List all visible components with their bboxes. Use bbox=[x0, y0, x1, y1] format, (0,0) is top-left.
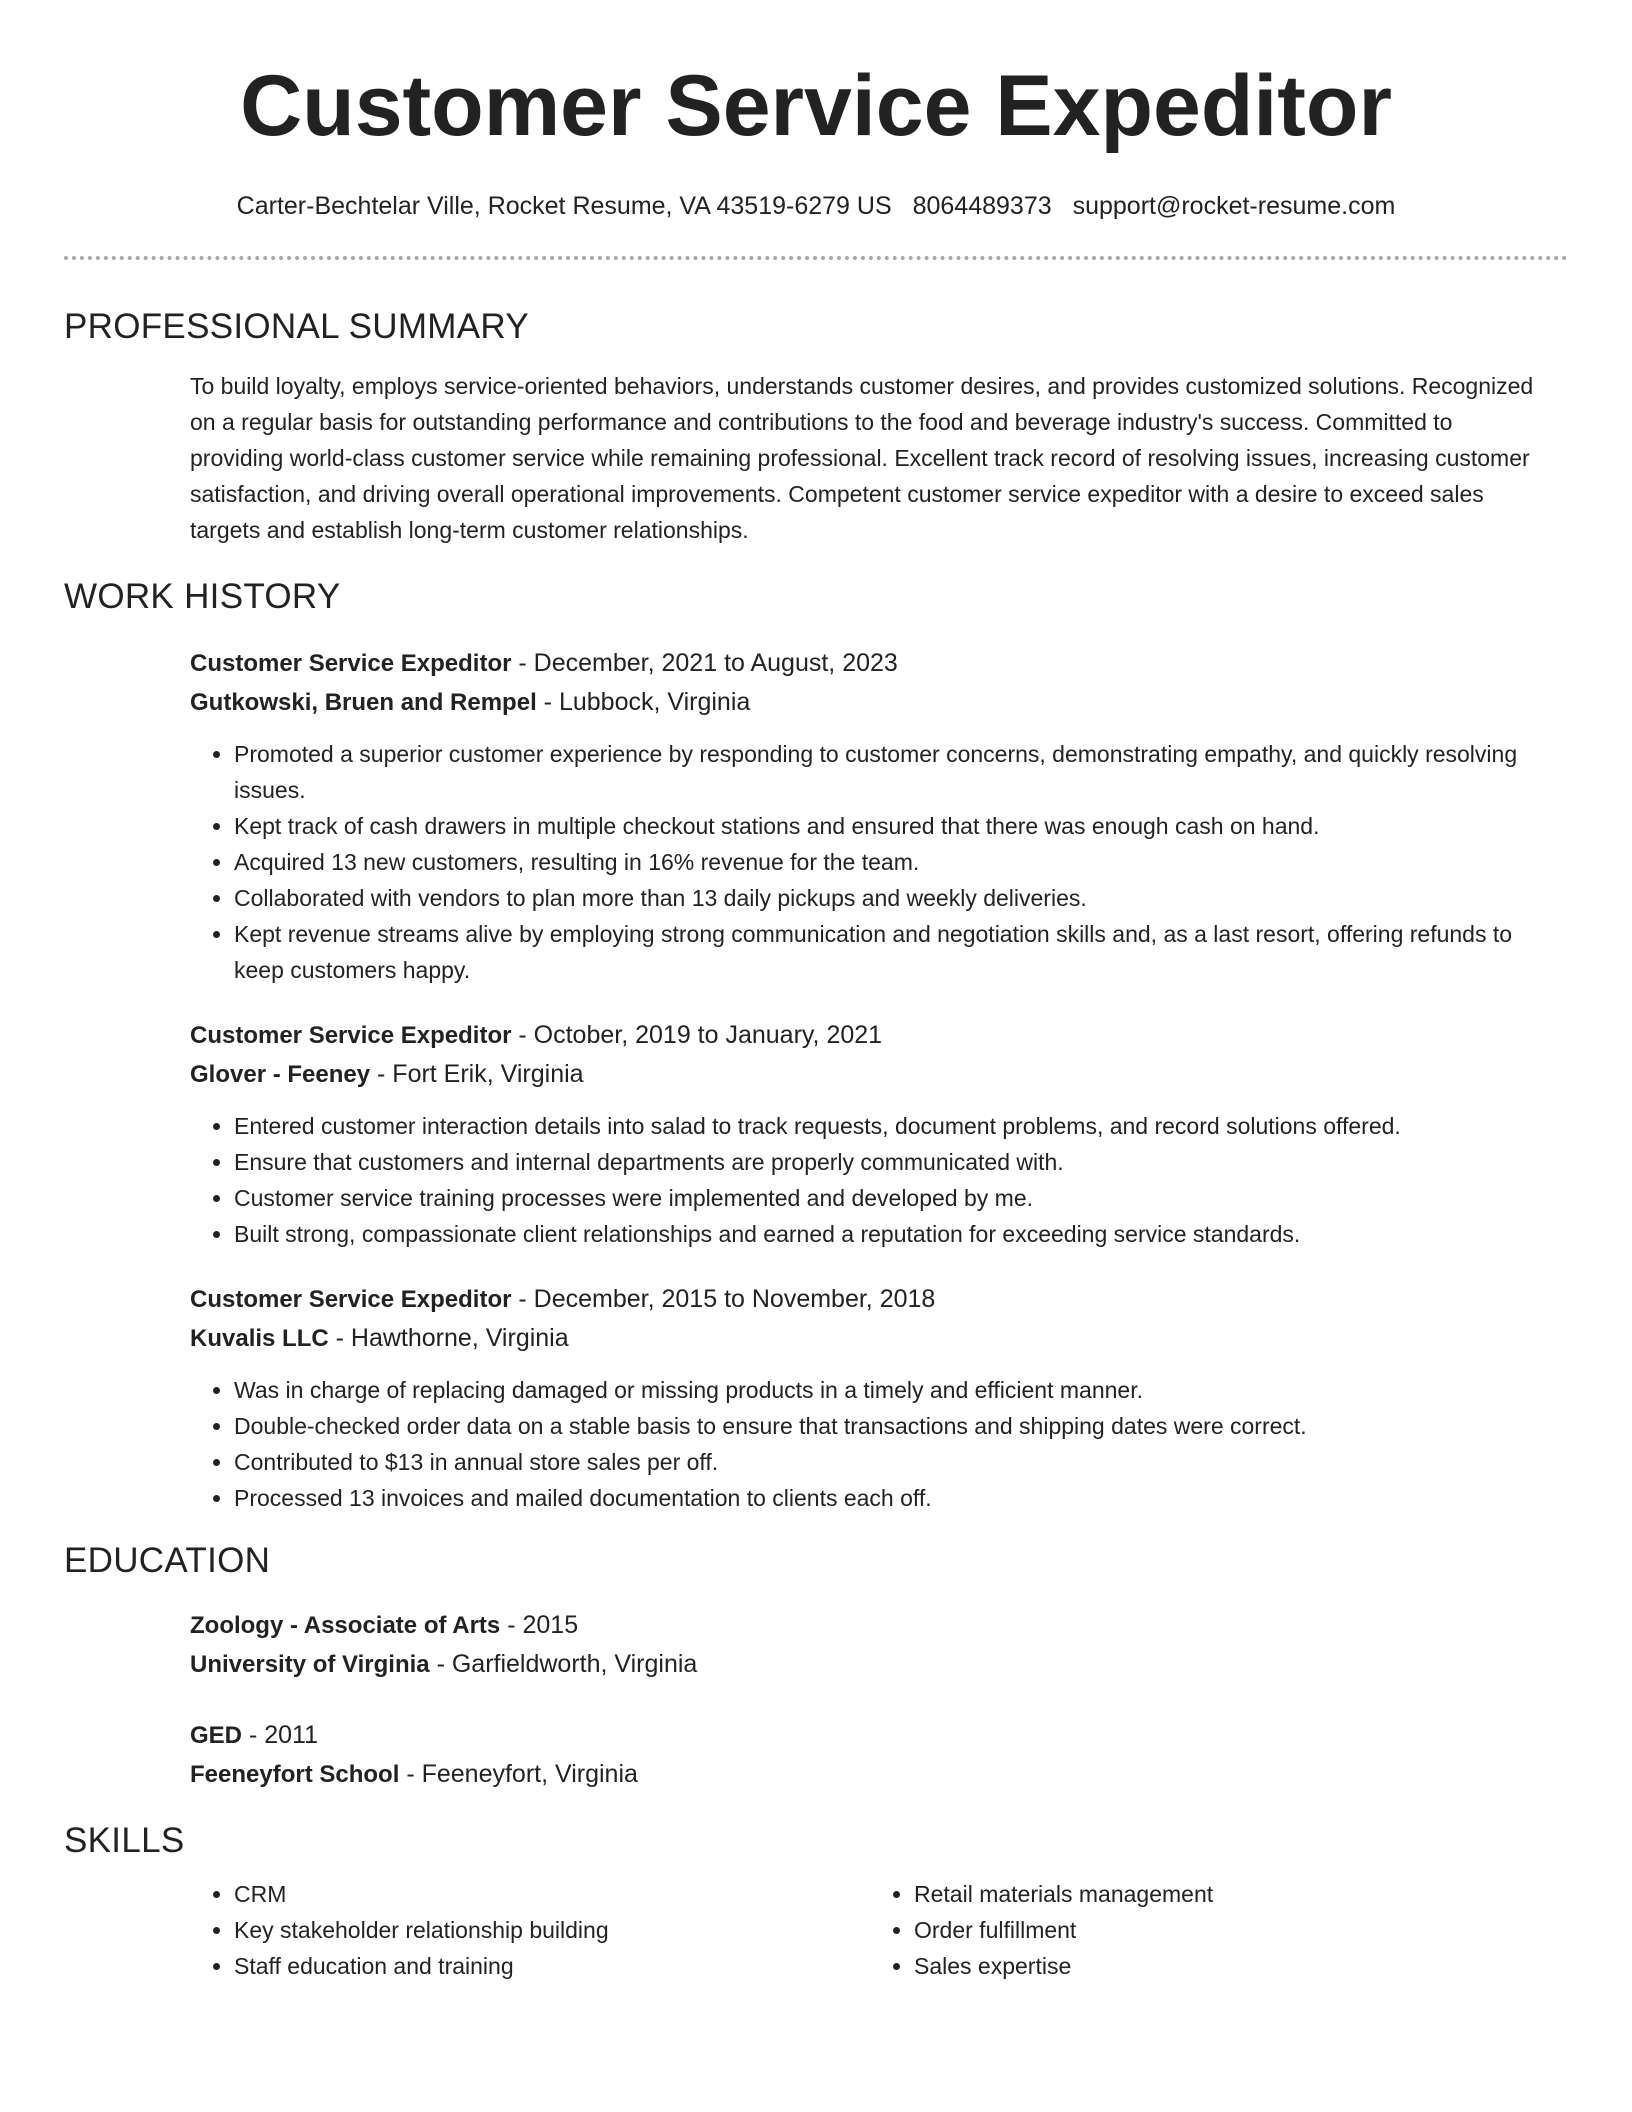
job-location: - Hawthorne, Virginia bbox=[328, 1324, 569, 1352]
section-title-skills: SKILLS bbox=[64, 1821, 185, 1860]
job-company-line bbox=[190, 1319, 1550, 1358]
education-school-line bbox=[190, 1755, 1550, 1794]
skill-item: • Key stakeholder relationship building bbox=[234, 1912, 870, 1948]
education-degree-line bbox=[190, 1716, 1550, 1755]
education-school: University of Virginia bbox=[190, 1651, 430, 1678]
job-bullet: • Built strong, compassionate client relationships and earned a reputation for exceeding service standards. bbox=[234, 1216, 1550, 1252]
skill-item: • Staff education and training bbox=[234, 1948, 870, 1984]
summary-text: To build loyalty, employs service-oriented behaviors, understands customer desires, and provides customized solutions. Recognized on a regular basis for outstanding performance and contributions to the food and beverage industry's success. Committed to providing world-class customer service while remaining professional. Excellent track record of resolving issues, increasing customer satisfaction, and driving overall operational improvements. Competent customer service expeditor with a desire to exceed sales targets and establish long-term customer relationships. bbox=[190, 373, 1534, 543]
skills-list-left bbox=[190, 1876, 870, 1984]
job-bullet: • Kept revenue streams alive by employing strong communication and negotiation skills and, as a last resort, offering refunds to keep customers happy. bbox=[234, 916, 1550, 988]
job-company-line bbox=[190, 1055, 1550, 1094]
job-company: Kuvalis LLC bbox=[190, 1325, 329, 1352]
skill-item: • Order fulfillment bbox=[914, 1912, 1550, 1948]
skill-item: • CRM bbox=[234, 1876, 870, 1912]
education-degree: GED bbox=[190, 1722, 243, 1749]
contact-phone: 8064489373 bbox=[912, 192, 1052, 220]
job-bullet: • Was in charge of replacing damaged or missing products in a timely and efficient manner. bbox=[234, 1372, 1550, 1408]
job-bullet: • Entered customer interaction details into salad to track requests, document problems, and record solutions offered. bbox=[234, 1108, 1550, 1144]
job-company-line bbox=[190, 683, 1550, 722]
work-history-list bbox=[190, 644, 1550, 1516]
header-divider bbox=[64, 256, 1568, 260]
job-entry bbox=[190, 1016, 1550, 1252]
job-role: Customer Service Expeditor bbox=[190, 1022, 512, 1049]
section-title-education: EDUCATION bbox=[64, 1541, 271, 1580]
job-bullet: • Processed 13 invoices and mailed documentation to clients each off. bbox=[234, 1480, 1550, 1516]
education-entry bbox=[190, 1606, 1550, 1684]
education-school: Feeneyfort School bbox=[190, 1761, 400, 1788]
contact-email: support@rocket-resume.com bbox=[1072, 192, 1396, 220]
job-company: Gutkowski, Bruen and Rempel bbox=[190, 689, 537, 716]
job-entry bbox=[190, 644, 1550, 988]
job-bullets bbox=[190, 1372, 1550, 1516]
job-entry bbox=[190, 1280, 1550, 1516]
job-location: - Fort Erik, Virginia bbox=[370, 1060, 584, 1088]
section-title-summary: PROFESSIONAL SUMMARY bbox=[64, 307, 529, 346]
education-school-line bbox=[190, 1645, 1550, 1684]
contact-address: Carter-Bechtelar Ville, Rocket Resume, VA 43519-6279 US bbox=[236, 192, 892, 220]
education-year: - 2015 bbox=[500, 1611, 579, 1639]
job-bullets bbox=[190, 736, 1550, 988]
job-title-line bbox=[190, 1016, 1550, 1055]
education-degree: Zoology - Associate of Arts bbox=[190, 1612, 501, 1639]
job-bullet: • Double-checked order data on a stable basis to ensure that transactions and shipping dates were correct. bbox=[234, 1408, 1550, 1444]
skills-column-left bbox=[190, 1876, 870, 1984]
education-year: - 2011 bbox=[242, 1721, 318, 1749]
job-dates: - December, 2021 to August, 2023 bbox=[511, 649, 898, 677]
skill-item: • Retail materials management bbox=[914, 1876, 1550, 1912]
resume-name: Customer Service Expeditor bbox=[240, 58, 1392, 154]
job-dates: - October, 2019 to January, 2021 bbox=[511, 1021, 883, 1049]
skill-item: • Sales expertise bbox=[914, 1948, 1550, 1984]
job-bullet: • Collaborated with vendors to plan more than 13 daily pickups and weekly deliveries. bbox=[234, 880, 1550, 916]
job-title-line bbox=[190, 1280, 1550, 1319]
education-list bbox=[190, 1606, 1550, 1794]
job-bullets bbox=[190, 1108, 1550, 1252]
job-role: Customer Service Expeditor bbox=[190, 650, 512, 677]
skills-grid bbox=[190, 1876, 1550, 1984]
job-dates: - December, 2015 to November, 2018 bbox=[511, 1285, 936, 1313]
job-title-line bbox=[190, 644, 1550, 683]
job-bullet: • Contributed to $13 in annual store sales per off. bbox=[234, 1444, 1550, 1480]
skills-list-right bbox=[870, 1876, 1550, 1984]
education-entry bbox=[190, 1716, 1550, 1794]
job-bullet: • Customer service training processes were implemented and developed by me. bbox=[234, 1180, 1550, 1216]
job-company: Glover - Feeney bbox=[190, 1061, 371, 1088]
contact-line bbox=[64, 190, 1568, 222]
job-location: - Lubbock, Virginia bbox=[536, 688, 751, 716]
job-bullet: • Kept track of cash drawers in multiple checkout stations and ensured that there was enough cash on hand. bbox=[234, 808, 1550, 844]
job-role: Customer Service Expeditor bbox=[190, 1286, 512, 1313]
education-location: - Garfieldworth, Virginia bbox=[429, 1650, 698, 1678]
skills-column-right bbox=[870, 1876, 1550, 1984]
section-title-work-history: WORK HISTORY bbox=[64, 577, 341, 616]
job-bullet: • Acquired 13 new customers, resulting in 16% revenue for the team. bbox=[234, 844, 1550, 880]
education-degree-line bbox=[190, 1606, 1550, 1645]
education-location: - Feeneyfort, Virginia bbox=[399, 1760, 638, 1788]
job-bullet: • Ensure that customers and internal departments are properly communicated with. bbox=[234, 1144, 1550, 1180]
job-bullet: • Promoted a superior customer experience by responding to customer concerns, demonstrating empathy, and quickly resolving issues. bbox=[234, 736, 1550, 808]
